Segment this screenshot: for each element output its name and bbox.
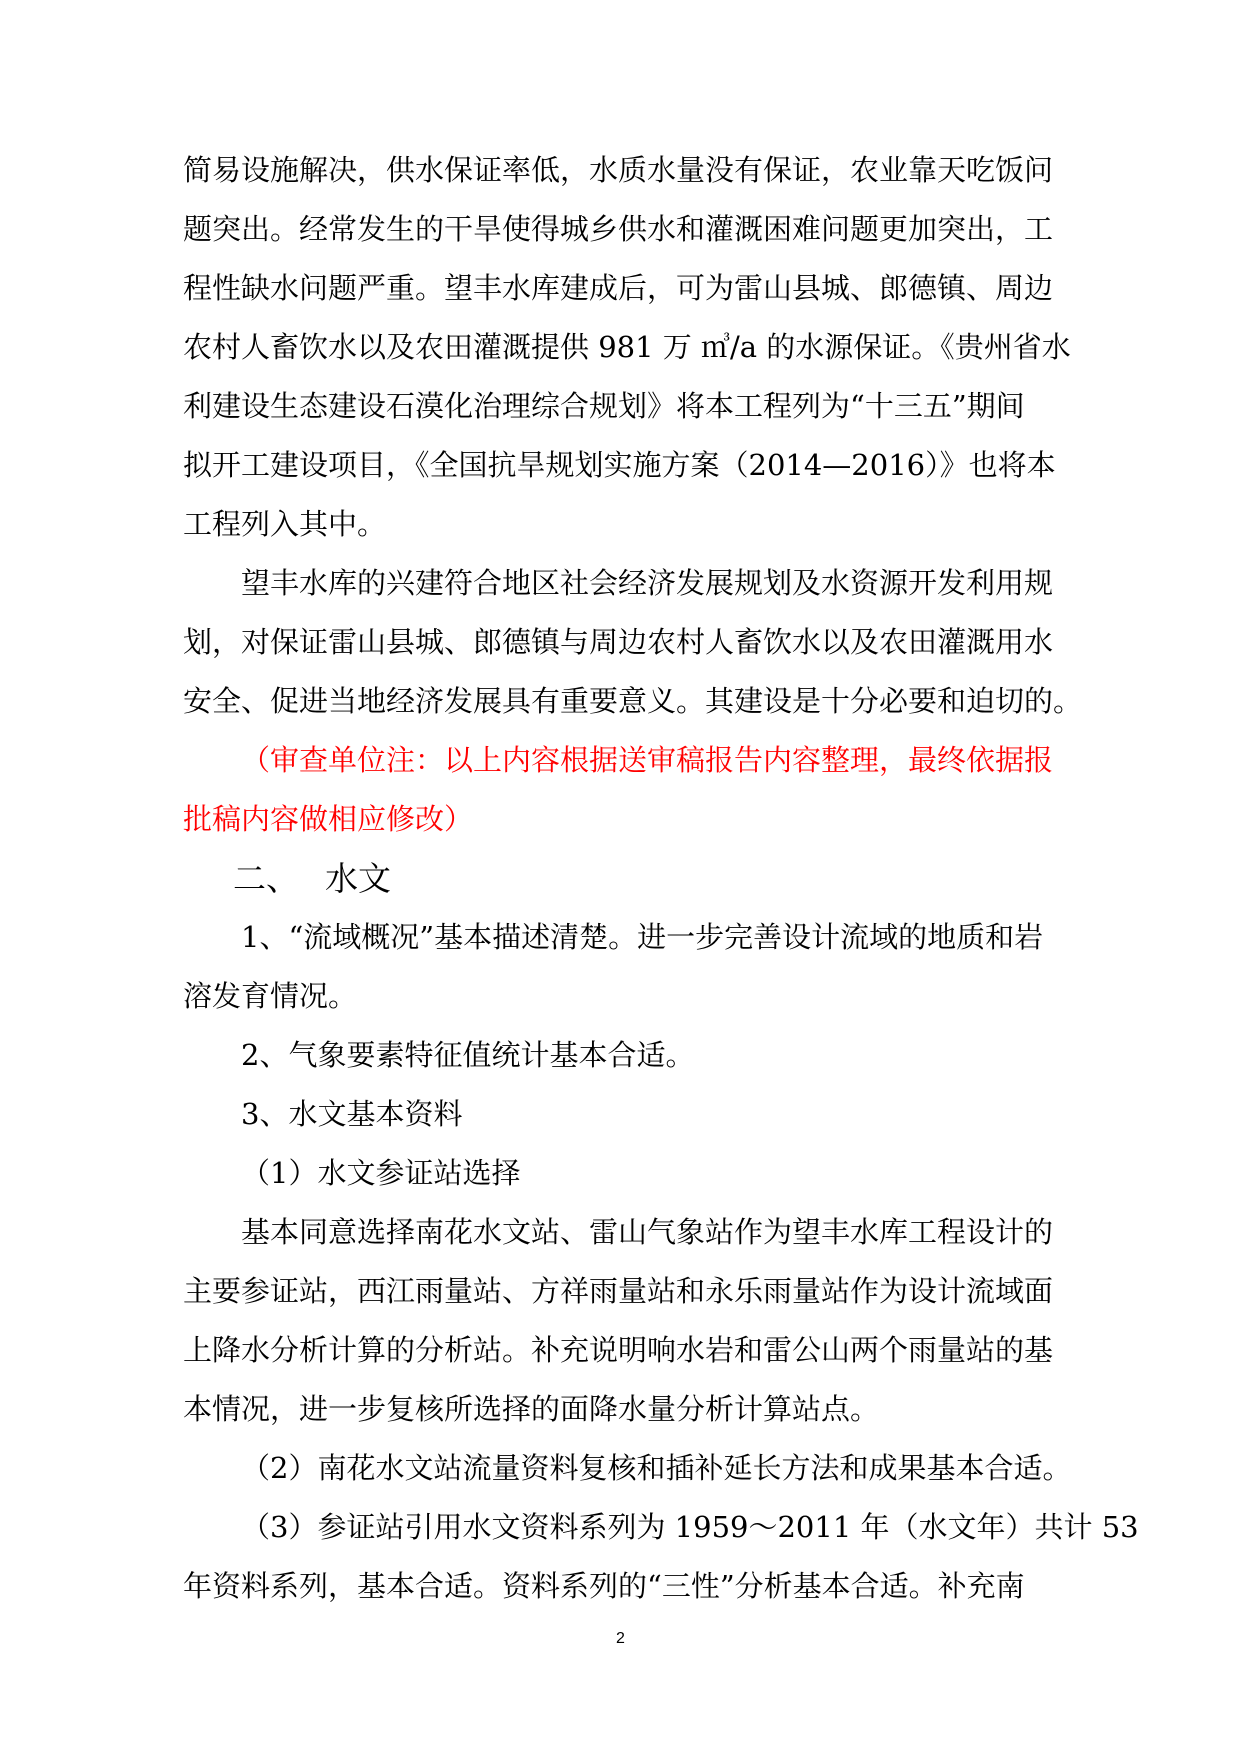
paragraph-line: 程性缺水问题严重。望丰水库建成后，可为雷山县城、郎德镇、周边 [183, 271, 1054, 305]
paragraph-line: 年资料系列，基本合适。资料系列的“三性”分析基本合适。补充南 [183, 1569, 1025, 1603]
paragraph-line: （1）水文参证站选择 [241, 1156, 521, 1190]
paragraph-line: 2、气象要素特征值统计基本合适。 [241, 1038, 695, 1072]
paragraph-line: 3、水文基本资料 [241, 1097, 463, 1131]
page-number: 2 [616, 1630, 625, 1647]
paragraph-line: 主要参证站，西江雨量站、方祥雨量站和永乐雨量站作为设计流域面 [183, 1274, 1054, 1308]
paragraph-line: 简易设施解决，供水保证率低，水质水量没有保证，农业靠天吃饭问 [183, 153, 1054, 187]
review-note-line: （审查单位注：以上内容根据送审稿报告内容整理，最终依据报 [241, 743, 1054, 777]
section-heading-number: 二、 [233, 859, 299, 898]
body-text [183, 141, 1139, 1616]
paragraph-line: 基本同意选择南花水文站、雷山气象站作为望丰水库工程设计的 [241, 1215, 1054, 1249]
paragraph-line: 拟开工建设项目，《全国抗旱规划实施方案（2014—2016）》也将本 [183, 448, 1056, 482]
paragraph-line: 溶发育情况。 [183, 979, 358, 1013]
paragraph-line: 农村人畜饮水以及农田灌溉提供 981 万 ㎥/a 的水源保证。《贵州省水 [183, 330, 1071, 364]
section-heading [183, 849, 1063, 908]
paragraph-line: 1、“流域概况”基本描述清楚。进一步完善设计流域的地质和岩 [241, 920, 1044, 954]
paragraph-line: 工程列入其中。 [183, 507, 387, 541]
paragraph-line: 望丰水库的兴建符合地区社会经济发展规划及水资源开发利用规 [241, 566, 1054, 600]
paragraph-line: （3）参证站引用水文资料系列为 1959～2011 年（水文年）共计 53 [241, 1510, 1139, 1544]
paragraph-line: 安全、促进当地经济发展具有重要意义。其建设是十分必要和迫切的。 [183, 684, 1083, 718]
paragraph-line: 本情况，进一步复核所选择的面降水量分析计算站点。 [183, 1392, 880, 1426]
paragraph-line: 划，对保证雷山县城、郎德镇与周边农村人畜饮水以及农田灌溉用水 [183, 625, 1054, 659]
paragraph-line: （2）南花水文站流量资料复核和插补延长方法和成果基本合适。 [241, 1451, 1072, 1485]
paragraph-line: 题突出。经常发生的干旱使得城乡供水和灌溉困难问题更加突出，工 [183, 212, 1054, 246]
paragraph-line: 利建设生态建设石漠化治理综合规划》将本工程列为“十三五”期间 [183, 389, 1025, 423]
section-heading-title: 水文 [325, 859, 391, 898]
review-note-line: 批稿内容做相应修改） [183, 802, 474, 836]
paragraph-line: 上降水分析计算的分析站。补充说明响水岩和雷公山两个雨量站的基 [183, 1333, 1054, 1367]
